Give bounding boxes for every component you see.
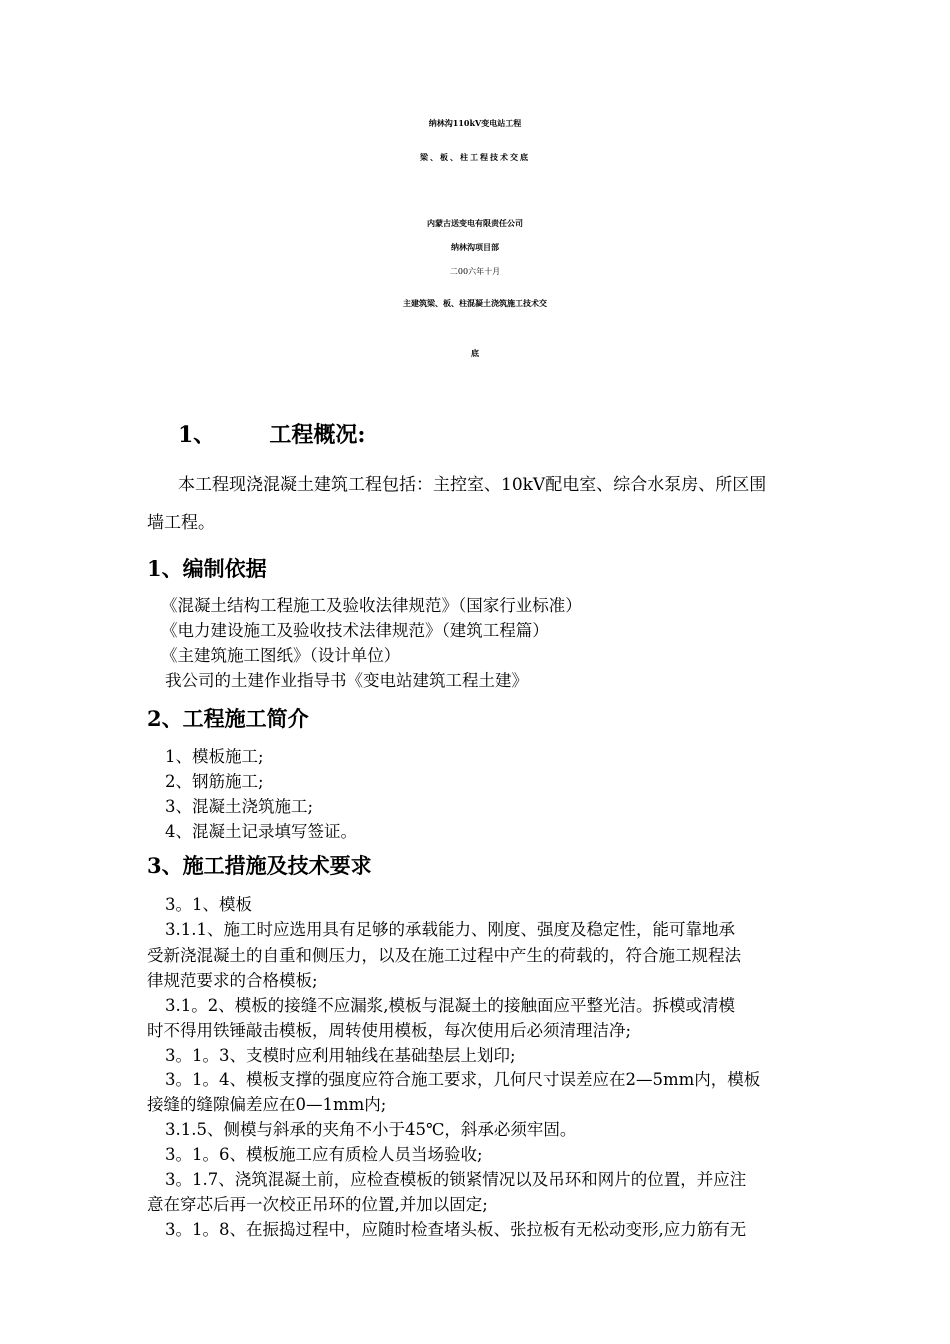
measures-line: 3.1.5、侧模与斜承的夹角不小于45℃，斜承必须牢固。 <box>165 1120 577 1139</box>
document-date: 二00六年十月 <box>449 267 501 276</box>
basis-heading: 1、编制依据 <box>147 556 267 581</box>
intro-heading: 2、工程施工简介 <box>147 706 309 731</box>
intro-item: 2、钢筋施工; <box>165 772 264 791</box>
measures-line: 接缝的缝隙偏差应在0—1mm内; <box>147 1095 387 1114</box>
intro-item: 4、混凝土记录填写签证。 <box>165 822 357 841</box>
intro-item: 1、模板施工; <box>165 747 264 766</box>
measures-line: 3。1。8、在振捣过程中，应随时检查堵头板、张拉板有无松动变形,应力筋有无 <box>165 1220 747 1239</box>
overview-heading-text: 工程概况: <box>269 422 366 448</box>
measures-heading: 3、施工措施及技术要求 <box>147 853 372 878</box>
company-name: 内蒙古送变电有限责任公司 <box>427 218 523 228</box>
measures-line: 3。1。4、模板支撑的强度应符合施工要求，几何尺寸误差应在2—5mm内，模板 <box>165 1070 761 1089</box>
measures-line: 3。1、模板 <box>165 895 252 914</box>
project-title: 纳林沟110kV变电站工程 <box>428 118 522 128</box>
overview-text-line-2: 墙工程。 <box>147 513 215 533</box>
basis-item: 《主建筑施工图纸》（设计单位） <box>161 646 401 665</box>
measures-line: 3.1.1、施工时应选用具有足够的承载能力、刚度、强度及稳定性，能可靠地承 <box>165 920 735 939</box>
intro-item: 3、混凝土浇筑施工; <box>165 797 314 816</box>
overview-text-line-1: 本工程现浇混凝土建筑工程包括：主控室、10kV配电室、综合水泵房、所区围 <box>178 475 767 495</box>
department-name: 纳林沟项目部 <box>451 242 499 252</box>
measures-line: 3。1。3、支模时应利用轴线在基础垫层上划印; <box>165 1046 516 1065</box>
measures-line: 3。1.7、浇筑混凝土前，应检查模板的锁紧情况以及吊环和网片的位置，并应注 <box>165 1170 747 1189</box>
overview-heading <box>178 418 365 449</box>
basis-item: 《电力建设施工及验收技术法律规范》（建筑工程篇） <box>161 621 549 640</box>
measures-line: 意在穿芯后再一次校正吊环的位置,并加以固定; <box>147 1195 488 1214</box>
basis-item: 《混凝土结构工程施工及验收法律规范》（国家行业标准） <box>161 596 582 615</box>
measures-line: 受新浇混凝土的自重和侧压力，以及在施工过程中产生的荷载的，符合施工规程法 <box>147 946 741 965</box>
subtitle-line-2: 底 <box>471 348 479 358</box>
measures-line: 3.1。2、模板的接缝不应漏浆,模板与混凝土的接触面应平整光洁。拆模或清模 <box>165 996 735 1015</box>
measures-line: 3。1。6、模板施工应有质检人员当场验收; <box>165 1145 483 1164</box>
basis-item: 我公司的土建作业指导书《变电站建筑工程土建》 <box>165 671 528 690</box>
subtitle-line-1: 主建筑梁、板、柱混凝土浇筑施工技术交 <box>403 298 547 308</box>
main-title: 梁、板、柱工程技术交底 <box>420 152 530 162</box>
measures-line: 律规范要求的合格模板; <box>147 971 318 990</box>
overview-number: 1、 <box>178 422 216 448</box>
measures-line: 时不得用铁锤敲击模板，周转使用模板，每次使用后必须清理洁净; <box>147 1021 632 1040</box>
